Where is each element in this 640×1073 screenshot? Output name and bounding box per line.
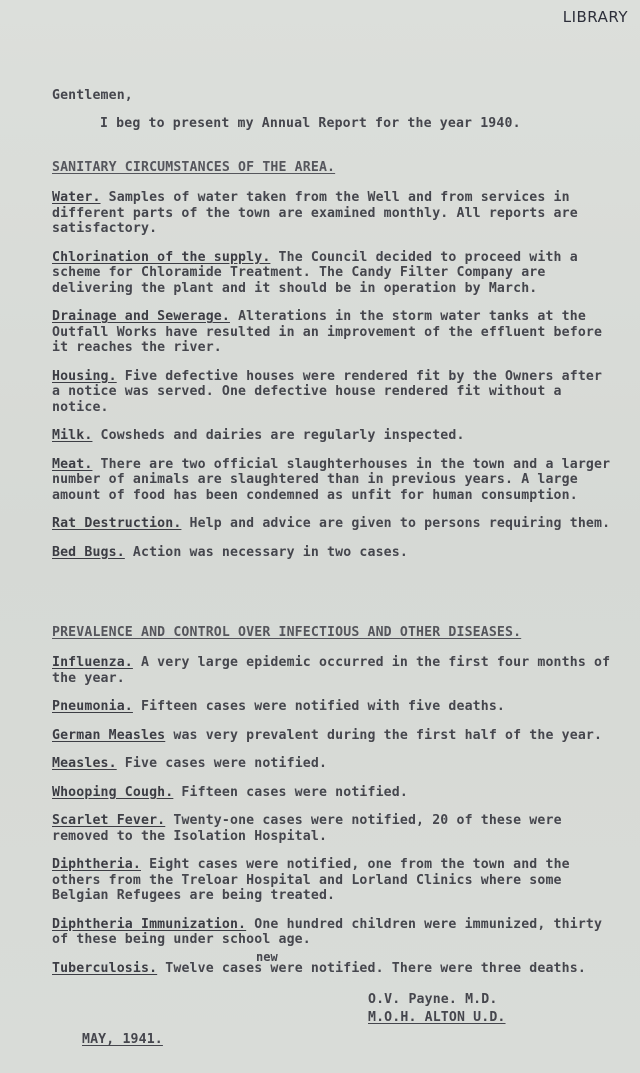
signature-title: M.O.H. ALTON U.D.: [368, 1009, 506, 1025]
paragraph-label: Bed Bugs.: [52, 544, 125, 560]
paragraph-text: Alterations in the storm water tanks at the Outfall Works have resulted in an improvement of the effluent before it reaches the river.: [52, 309, 603, 355]
paragraph-text: Help and advice are given to persons requiring them.: [181, 516, 611, 531]
paragraph-label: German Measles: [52, 727, 166, 743]
paragraph-label: Tuberculosis.: [52, 960, 158, 976]
paragraph-text: Fifteen cases were notified.: [173, 784, 408, 800]
sanitary-section: [52, 190, 612, 573]
report-date: MAY, 1941.: [82, 1032, 163, 1047]
paragraph-bed-bugs: [52, 545, 612, 561]
handwritten-insertion: new: [256, 950, 278, 964]
paragraph-diphtheria-immunization: [52, 917, 612, 948]
paragraph-label: Influenza.: [52, 655, 133, 670]
paragraph-label: Pneumonia.: [52, 699, 133, 714]
heading-prevalence: PREVALENCE AND CONTROL OVER INFECTIOUS AND OTHER DISEASES.: [52, 625, 522, 640]
paragraph-label: Milk.: [52, 428, 93, 443]
signature-block: [368, 992, 608, 1027]
intro-sentence: I beg to present my Annual Report for the year 1940.: [100, 116, 521, 131]
paragraph-milk: [52, 428, 612, 444]
salutation: Gentlemen,: [52, 88, 133, 103]
paragraph-label: Diphtheria.: [52, 857, 141, 872]
paragraph-text: Five defective houses were rendered fit by the Owners after a notice was served. One defective house rendered fit without a notice.: [52, 368, 603, 415]
paragraph-rat-destruction: [52, 516, 612, 532]
paragraph-text: There are two official slaughterhouses in the town and a larger number of animals are slaughtered than in previous years. A large amount of food has been condemned as unfit for human consumption.: [52, 456, 611, 503]
paragraph-scarlet-fever: [52, 813, 612, 844]
diseases-section: [52, 655, 612, 989]
paragraph-text: One hundred children were immunized, thirty of these being under school age.: [52, 916, 603, 947]
paragraph-water: [52, 190, 612, 237]
paragraph-influenza: [52, 655, 612, 686]
paragraph-label: Drainage and Sewerage.: [52, 309, 230, 324]
paragraph-text: Samples of water taken from the Well and from services in different parts of the town are examined monthly. All reports are satisfactory.: [52, 190, 578, 236]
paragraph-text: Twenty-one cases were notified, 20 of these were removed to the Isolation Hospital.: [52, 813, 562, 844]
paragraph-label: Measles.: [52, 756, 117, 771]
paragraph-label: Meat.: [52, 456, 93, 472]
signature-name: O.V. Payne. M.D.: [368, 992, 498, 1007]
paragraph-text: Eight cases were notified, one from the town and the others from the Treloar Hospital and Lorland Clinics where some Belgian Refugees are being treated.: [52, 857, 570, 903]
paragraph-label: Chlorination of the supply.: [52, 249, 271, 265]
paragraph-label: Housing.: [52, 368, 117, 384]
paragraph-drainage: [52, 309, 612, 356]
library-stamp: LIBRARY: [562, 8, 628, 26]
heading-sanitary: SANITARY CIRCUMSTANCES OF THE AREA.: [52, 160, 336, 175]
paragraph-text: Twelve cases were notified. There were three deaths.: [157, 960, 586, 976]
paragraph-diphtheria: [52, 857, 612, 904]
paragraph-housing: [52, 369, 612, 416]
paragraph-label: Water.: [52, 190, 101, 205]
paragraph-text: Fifteen cases were notified with five deaths.: [132, 699, 506, 714]
paragraph-whooping-cough: [52, 785, 612, 801]
paragraph-text: Action was necessary in two cases.: [124, 544, 408, 560]
paragraph-text: Cowsheds and dairies are regularly inspected.: [92, 428, 465, 443]
paragraph-label: Rat Destruction.: [52, 516, 182, 531]
paragraph-label: Scarlet Fever.: [52, 813, 166, 828]
paragraph-pneumonia: [52, 699, 612, 715]
paragraph-text: The Council decided to proceed with a scheme for Chloramide Treatment. The Candy Filter Company are delivering the plant and it should be in operation by March.: [52, 249, 578, 296]
paragraph-chlorination: [52, 250, 612, 297]
paragraph-tuberculosis: [52, 961, 612, 977]
paragraph-text: was very prevalent during the first half of the year.: [165, 727, 603, 743]
paragraph-label: Diphtheria Immunization.: [52, 916, 247, 932]
paragraph-german-measles: [52, 728, 612, 744]
paragraph-text: Five cases were notified.: [116, 756, 328, 771]
paragraph-meat: [52, 457, 612, 504]
paragraph-text: A very large epidemic occurred in the first four months of the year.: [52, 655, 611, 686]
paragraph-measles: [52, 756, 612, 772]
paragraph-label: Whooping Cough.: [52, 784, 174, 800]
